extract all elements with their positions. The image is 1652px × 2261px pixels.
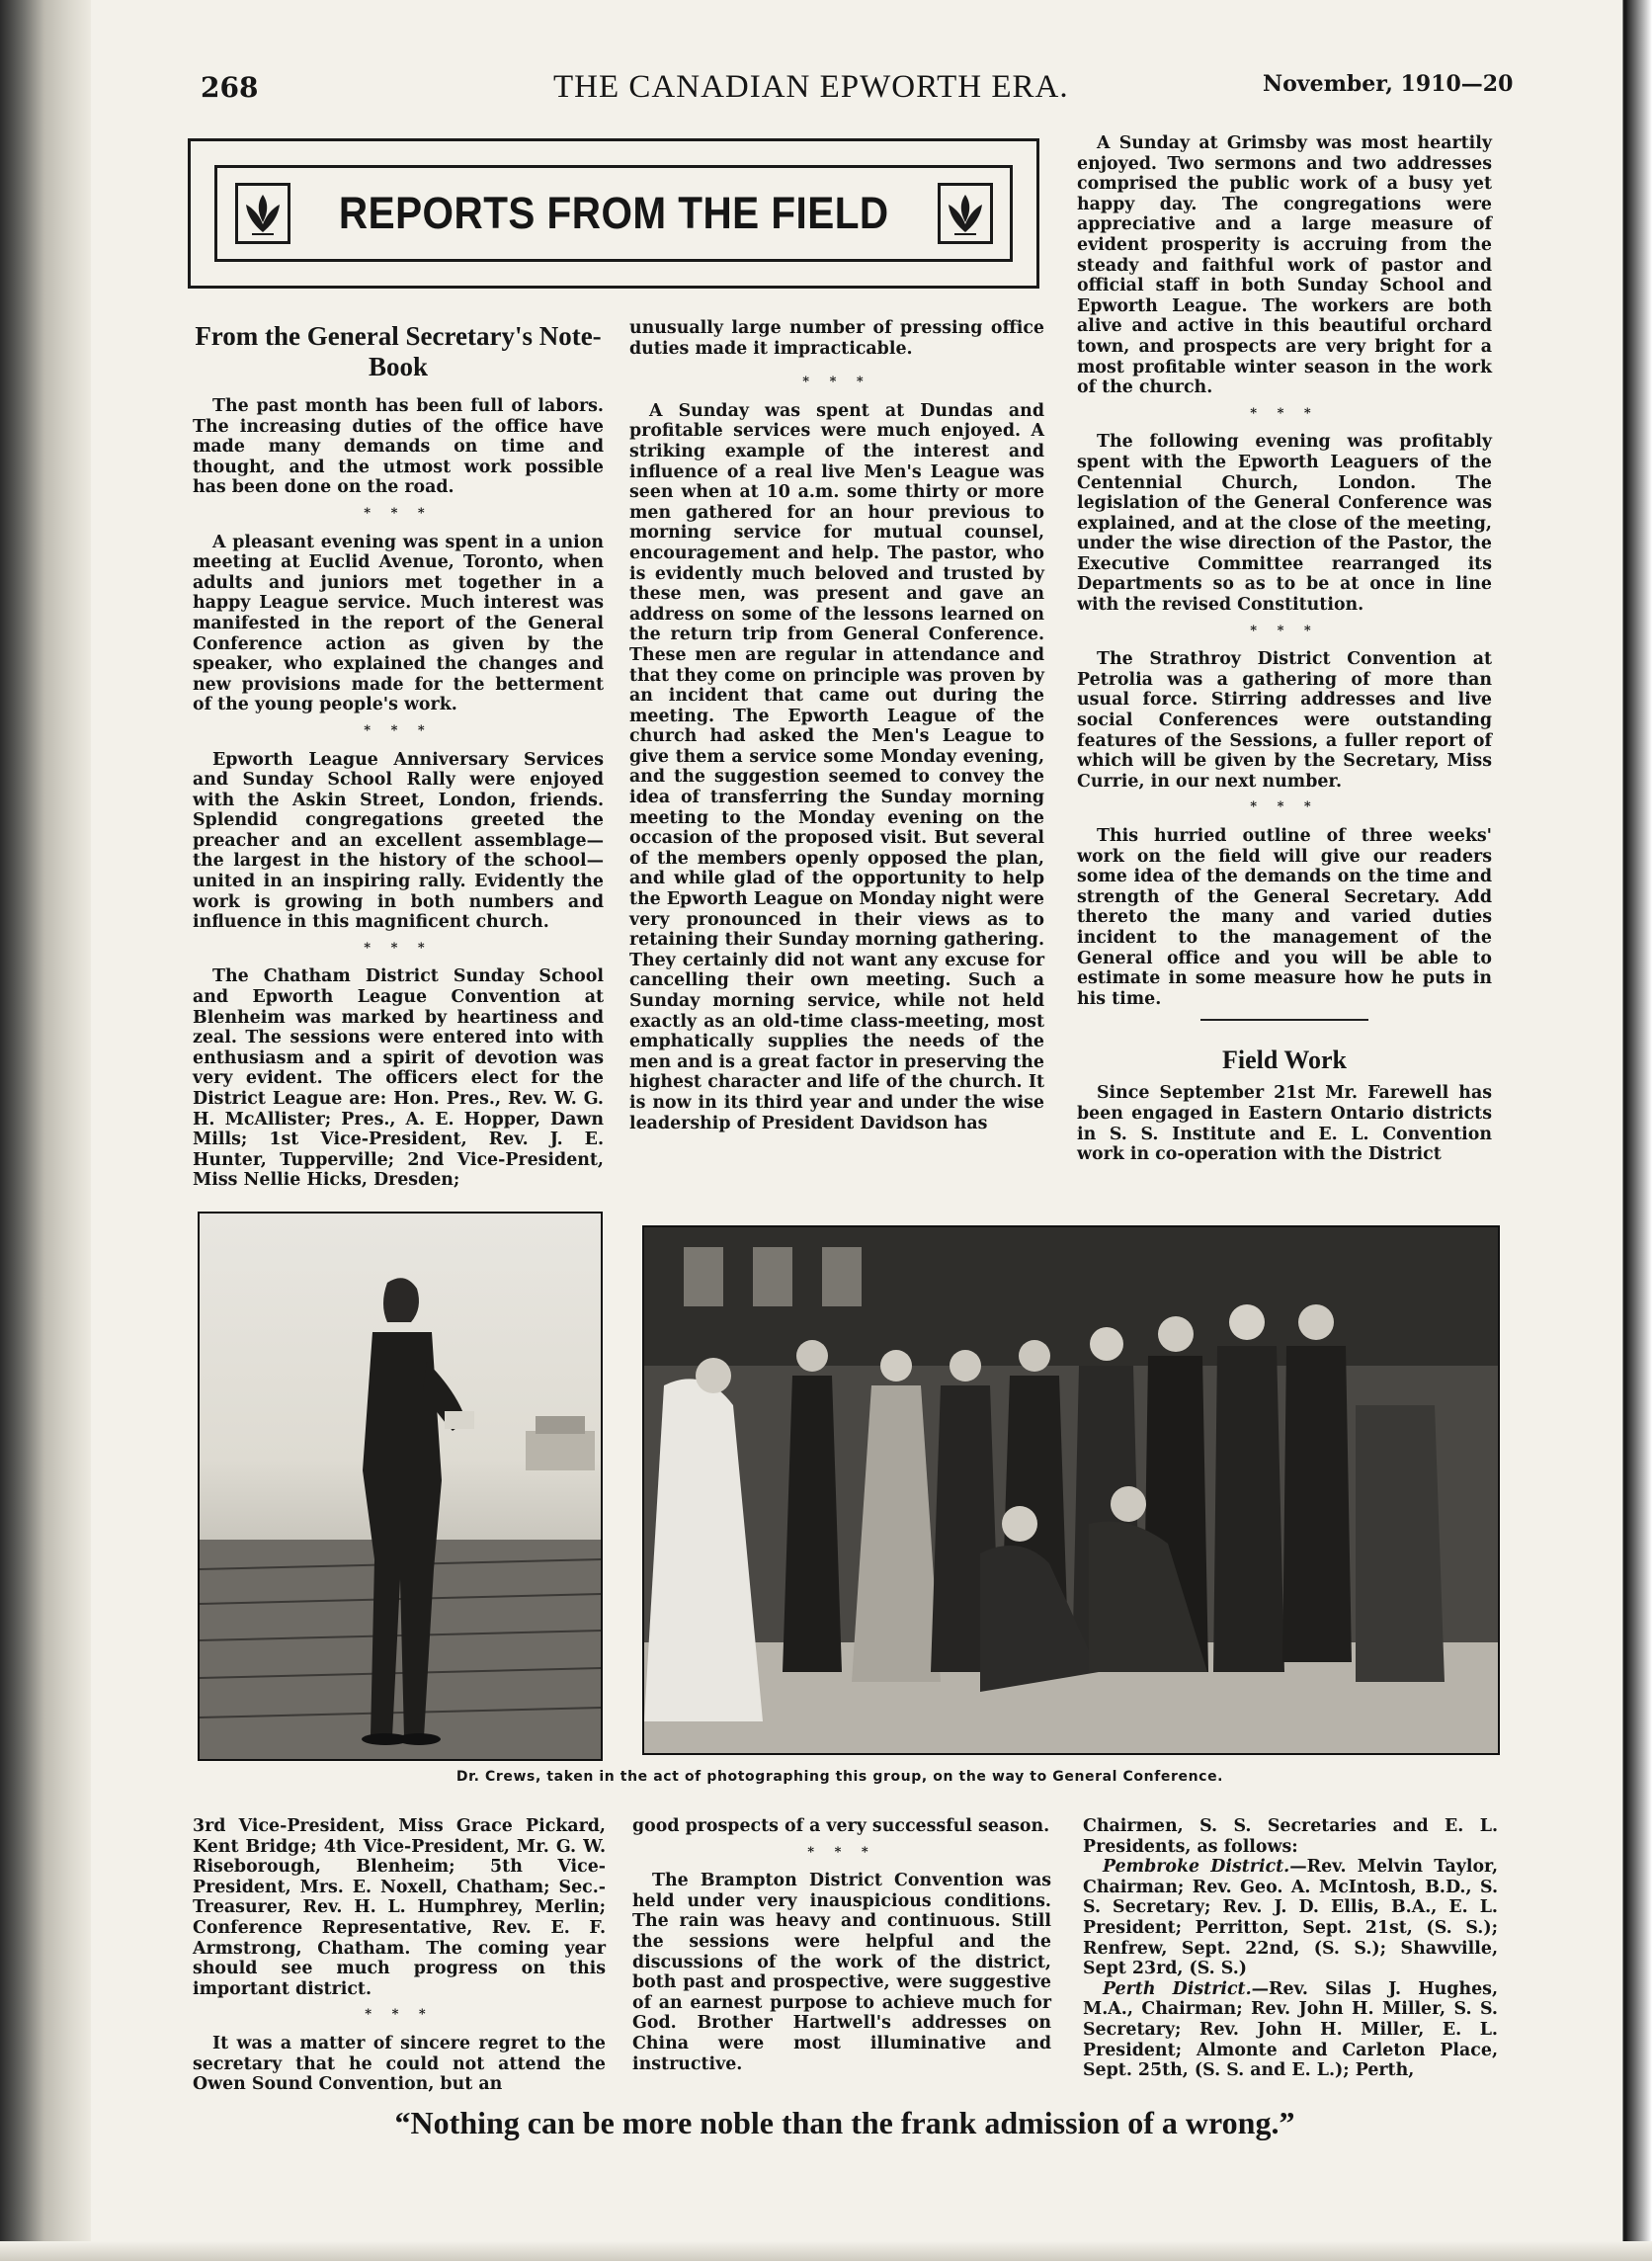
column-6 bbox=[1083, 1816, 1498, 2081]
issue-date: November, 1910—20 bbox=[1263, 71, 1514, 97]
page-number: 268 bbox=[201, 71, 259, 104]
paragraph: The Chatham District Sunday School and Epworth League Convention at Blenheim was marked by heartiness and zeal. The sessions were entered into with enthusiasm and a spirit of devotion was very evident. The officers elect for the District League are: Hon. Pres., Rev. W. G. H. McAllister; Pres., A. E. Hopper, Dawn Mills; 1st Vice-President, Rev. J. E. Hunter, Tupperville; 2nd Vice-President, Miss Nellie Hicks, Dresden; bbox=[193, 966, 604, 1191]
section-divider-stars: * * * bbox=[364, 940, 433, 956]
section-divider-stars: * * * bbox=[1250, 799, 1319, 815]
section-heading-notebook: From the General Secretary's Note-Book bbox=[195, 321, 602, 381]
leaf-ornament-icon bbox=[235, 183, 290, 244]
photo-caption: Dr. Crews, taken in the act of photographing this group, on the way to General Conference. bbox=[455, 1769, 1224, 1785]
banner-inner-frame bbox=[214, 165, 1013, 262]
paragraph: Since September 21st Mr. Farewell has been engaged in Eastern Ontario districts in S. S. Institute and E. L. Convention work in co-operation with the District bbox=[1077, 1083, 1492, 1165]
section-divider-stars: * * * bbox=[365, 2007, 434, 2023]
district-label: Perth District. bbox=[1103, 1978, 1252, 1999]
heading-rule bbox=[1200, 1019, 1368, 1021]
paragraph: The Brampton District Convention was held under very inauspicious conditions. The rain was heavy and continuous. Still the sessions were helpful and the discussions of the work of the district, both past and prospective, were suggestive of an earnest purpose to achieve much for God. Brother Hartwell's addresses on China were most illuminative and instructive. bbox=[632, 1871, 1051, 2074]
section-divider-stars: * * * bbox=[364, 722, 433, 738]
district-text: —Rev. Silas J. Hughes, M.A., Chairman; Rev. John H. Miller, S. S. Secretary; Rev. John H. Miller, E. L. President; Almonte and Carleton Place, Sept. 25th, (S. S. and E. L.); Perth, bbox=[1083, 1978, 1498, 2081]
column-5 bbox=[632, 1816, 1051, 2074]
column-3 bbox=[1077, 133, 1492, 1165]
section-divider-stars: * * * bbox=[802, 375, 871, 390]
photo-man-on-dock bbox=[198, 1212, 603, 1761]
banner-title: REPORTS FROM THE FIELD bbox=[338, 188, 889, 238]
paragraph-perth bbox=[1083, 1979, 1498, 2081]
paragraph: This hurried outline of three weeks' work on the field will give our readers some idea of the demands on the time and strength of the General Secretary. Add thereto the many and varied duties incident to the management of the General office and you will be able to estimate in some measure how he puts in his time. bbox=[1077, 826, 1492, 1009]
column-2 bbox=[629, 318, 1044, 1133]
section-heading-field-work: Field Work bbox=[1222, 1046, 1347, 1075]
paragraph: A Sunday at Grimsby was most heartily enjoyed. Two sermons and two addresses comprised the public work of a busy yet happy day. The congregations were appreciative and a large measure of evident prosperity is accruing from the steady and faithful work of pastor and official staff in both Sunday School and Epworth League. The workers are both alive and active in this beautiful orchard town, and prospects are very bright for a most profitable winter season in the work of the church. bbox=[1077, 133, 1492, 398]
paragraph-pembroke bbox=[1083, 1857, 1498, 1979]
paragraph: Epworth League Anniversary Services and Sunday School Rally were enjoyed with the Askin Street, London, friends. Splendid congregations greeted the preacher and an excellent assemblage—the largest in the history of the school—united in an inspiring rally. Evidently the work is growing in both numbers and influence in this magnificent church. bbox=[193, 749, 604, 933]
leaf-ornament-icon bbox=[938, 183, 993, 244]
section-divider-stars: * * * bbox=[1250, 623, 1319, 638]
masthead: THE CANADIAN EPWORTH ERA. bbox=[553, 69, 1069, 105]
paragraph: Chairmen, S. S. Secretaries and E. L. Presidents, as follows: bbox=[1083, 1816, 1498, 1857]
book-binding-edge bbox=[0, 0, 91, 2261]
footer-quote: “Nothing can be more noble than the frank admission of a wrong.” bbox=[394, 2105, 1295, 2140]
paragraph: good prospects of a very successful season. bbox=[632, 1816, 1050, 1836]
paragraph: It was a matter of sincere regret to the secretary that he could not attend the Owen Sound Convention, but an bbox=[193, 2033, 606, 2095]
paragraph: A pleasant evening was spent in a union meeting at Euclid Avenue, Toronto, when adults and juniors met together in a happy League service. Much interest was manifested in the report of the General Conference action as given by the speaker, who explained the changes and new provisions made for the betterment of the young people's work. bbox=[193, 532, 604, 715]
section-banner bbox=[188, 138, 1039, 289]
district-label: Pembroke District. bbox=[1103, 1857, 1290, 1878]
column-1 bbox=[193, 321, 604, 1191]
paragraph: unusually large number of pressing office duties made it impracticable. bbox=[629, 318, 1044, 359]
section-divider-stars: * * * bbox=[364, 505, 433, 521]
paragraph: A Sunday was spent at Dundas and profitable services were much enjoyed. A striking example of the interest and influence of a real live Men's League was seen when at 10 a.m. some thirty or more men gathered for an hour previous to morning service for mutual counsel, encouragement and help. The pastor, who is evidently much beloved and trusted by these men, was present and gave an address on some of the lessons learned on the return trip from General Conference. These men are regular in attendance and that they come on principle was proven by an incident that came out during the meeting. The Epworth League of the church had asked the Men's League to give them a service some Monday evening, and the suggestion seemed to convey the idea of transferring the Sunday morning meeting to the Monday evening on the occasion of the proposed visit. But several of the members openly opposed the plan, and while glad of the opportunity to help the Epworth League on Monday night were very pronounced in their views as to retaining their Sunday morning gathering. They certainly did not want any excuse for cancelling their own meeting. Such a Sunday morning service, while not held exactly as an old-time class-meeting, most emphatically supplies the needs of the men and is a great factor in preserving the highest character and life of the church. It is now in its third year and under the wise leadership of President Davidson has bbox=[629, 400, 1044, 1133]
photo-conference-group bbox=[642, 1225, 1500, 1755]
district-text: —Rev. Melvin Taylor, Chairman; Rev. Geo. A. McIntosh, B.D., S. S. Secretary; Rev. J. D. Ellis, B.A., E. L. President; Perritton, Sept. 21st, (S. S.); Renfrew, Sept. 22nd, (S. S.); Shawville, Sept 23rd, (S. S.) bbox=[1083, 1857, 1498, 1979]
page-bottom-edge bbox=[0, 2241, 1652, 2261]
section-divider-stars: * * * bbox=[807, 1844, 876, 1860]
column-4 bbox=[193, 1816, 606, 2095]
paragraph: The Strathroy District Convention at Petrolia was a gathering of more than usual force. Stirring addresses and live social Conferences were outstanding features of the Sessions, a fuller report of which will be given by the Secretary, Miss Currie, in our next number. bbox=[1077, 649, 1492, 792]
section-divider-stars: * * * bbox=[1250, 405, 1319, 421]
paragraph: The following evening was profitably spent with the Epworth Leaguers of the Centennial Church, London. The legislation of the General Conference was explained, and at the close of the meeting, under the wise direction of the Pastor, the Executive Committee rearranged its Departments so as to be at once in line with the revised Constitution. bbox=[1077, 432, 1492, 616]
paragraph: The past month has been full of labors. The increasing duties of the office have made many demands on time and thought, and the utmost work possible has been done on the road. bbox=[193, 396, 604, 498]
paragraph: 3rd Vice-President, Miss Grace Pickard, Kent Bridge; 4th Vice-President, Mr. G. W. Riseborough, Blenheim; 5th Vice-President, Mrs. E. Noxell, Chatham; Sec.-Treasurer, Rev. H. L. Humphrey, Merlin; Conference Representative, Rev. E. F. Armstrong, Chatham. The coming year should see much progress on this important district. bbox=[193, 1816, 606, 1999]
page-right-edge bbox=[1593, 0, 1652, 2261]
